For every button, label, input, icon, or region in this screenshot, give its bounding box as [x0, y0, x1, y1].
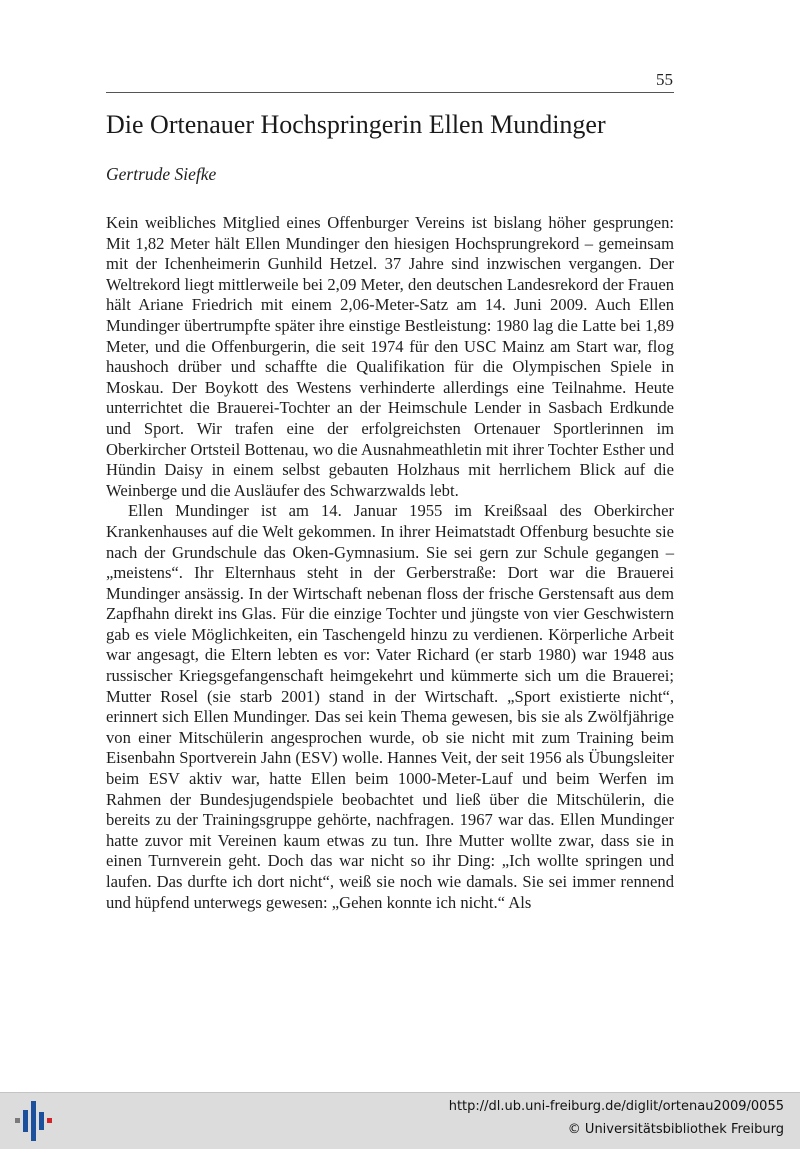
article-body [106, 213, 674, 913]
document-url-link[interactable]: http://dl.ub.uni-freiburg.de/diglit/ortenau2009/0055 [448, 1099, 784, 1114]
ub-freiburg-logo-icon[interactable] [14, 1099, 54, 1143]
viewer-footer [0, 1092, 800, 1149]
body-paragraph: Kein weibliches Mitglied eines Offenburger Vereins ist bislang höher gesprungen: Mit 1,82 Meter hält Ellen Mundinger den hiesigen Hochsprungrekord – gemeinsam mit der Ichenheimerin Gunhild Hetzel. 37 Jahre sind inzwischen vergangen. Der Weltrekord liegt mittlerweile bei 2,09 Meter, den deutschen Landesrekord der Frauen hält Ariane Friedrich mit einem 2,06-Meter-Satz am 14. Juni 2009. Auch Ellen Mundinger übertrumpfte später ihre einstige Bestleistung: 1980 lag die Latte bei 1,89 Meter, und die Offenburgerin, die seit 1974 für den USC Mainz am Start war, flog haushoch drüber und schaffte die Qualifikation für die Olympischen Spiele in Moskau. Der Boykott des Westens verhinderte allerdings eine Teilnahme. Heute unterrichtet die Brauerei-Tochter an der Heimschule Lender in Sasbach Erdkunde und Sport. Wir trafen eine der erfolgreichsten Ortenauer Sportlerinnen im Oberkircher Ortsteil Bottenau, wo die Ausnahmeathletin mit ihrer Tochter Esther und Hündin Daisy in einem selbst gebauten Holzhaus mit herrlichem Blick auf die Weinberge und die Ausläufer des Schwarzwalds lebt. [106, 213, 674, 500]
logo-graphic [14, 1099, 54, 1143]
header-rule [106, 92, 674, 93]
body-paragraph: Ellen Mundinger ist am 14. Januar 1955 im Kreißsaal des Oberkircher Krankenhauses auf die Welt gekommen. In ihrer Heimatstadt Offenburg besuchte sie nach der Grundschule das Oken-Gymnasium. Sie sei gern zur Schule gegangen – „meistens“. Ihr Elternhaus steht in der Gerberstraße: Dort war die Brauerei Mundinger ansässig. In der Wirtschaft nebenan floss der frische Gerstensaft aus dem Zapfhahn direkt ins Glas. Für die einzige Tochter und jüngste von vier Geschwistern gab es viele Möglichkeiten, ein Taschengeld hinzu zu verdienen. Körperliche Arbeit war angesagt, die Eltern lebten es vor: Vater Richard (er starb 1980) war 1948 aus russischer Kriegsgefangenschaft heimgekehrt und kümmerte sich um die Brauerei; Mutter Rosel (sie starb 2001) stand in der Wirtschaft. „Sport existierte nicht“, erinnert sich Ellen Mundinger. Das sei kein Thema gewesen, bis sie als Zwölfjährige von einer Mitschülerin angesprochen wurde, ob sie nicht mit zum Training beim Eisenbahn Sportverein Jahn (ESV) wolle. Hannes Veit, der seit 1956 als Übungsleiter beim ESV aktiv war, hatte Ellen beim 1000-Meter-Lauf und beim Werfen im Rahmen der Bundesjugendspiele beobachtet und ließ über die Mitschülerin, die bereits zu der Trainingsgruppe gehörte, nachfragen. 1967 war das. Ellen Mundinger hatte zuvor mit Vereinen kaum etwas zu tun. Ihre Mutter wollte zwar, dass sie in einen Turnverein geht. Doch das war nicht so ihr Ding: „Ich wollte springen und laufen. Das durfte ich dort nicht“, weiß sie noch wie damals. Sie sei immer rennend und hüpfend unterwegs gewesen: „Gehen konnte ich nicht.“ Als [106, 501, 674, 912]
page-number: 55 [656, 70, 673, 89]
article-author: Gertrude Siefke [106, 164, 217, 184]
article-title: Die Ortenauer Hochspringerin Ellen Mundinger [106, 110, 606, 139]
copyright-notice: © Universitätsbibliothek Freiburg [567, 1122, 784, 1137]
